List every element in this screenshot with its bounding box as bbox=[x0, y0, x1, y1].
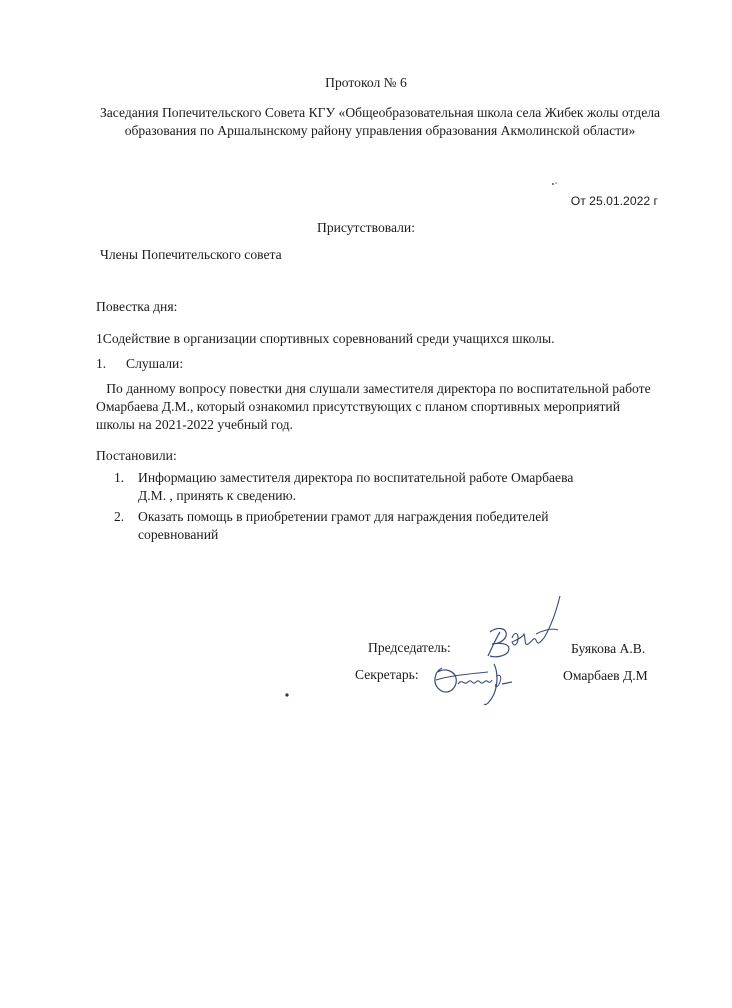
heard-number: 1. bbox=[96, 356, 107, 371]
decision-text: Информацию заместителя директора по воспитательной работе Омарбаева Д.М. , принять к сведению. bbox=[138, 470, 574, 503]
heard-section bbox=[96, 355, 183, 373]
present-label: Присутствовали: bbox=[317, 220, 415, 235]
heard-label: Слушали: bbox=[126, 356, 184, 371]
decisions-list bbox=[114, 469, 574, 547]
members-text: Члены Попечительского совета bbox=[100, 247, 282, 262]
agenda-item: 1Содействие в организации спортивных соревнований среди учащихся школы. bbox=[96, 331, 555, 346]
secretary-label: Секретарь: bbox=[355, 667, 419, 682]
chairman-label: Председатель: bbox=[368, 640, 451, 655]
heard-paragraph bbox=[96, 380, 656, 434]
heard-text: По данному вопросу повестки дня слушали заместителя директора по воспитательной работе Омарбаева Д.М., который ознакомил присутствующих с планом спортивных мероприятий школы на 2021-2022 учебный год. bbox=[96, 381, 651, 432]
decision-number: 2. bbox=[114, 509, 125, 524]
decided-label: Постановили: bbox=[96, 448, 177, 463]
secretary-name: Омарбаев Д.М bbox=[563, 668, 648, 683]
document-subtitle: Заседания Попечительского Совета КГУ «Общеобразовательная школа села Жибек жолы отдела образования по Аршалынскому району управления образования Акмолинской области» bbox=[99, 105, 661, 138]
chairman-name: Буякова А.В. bbox=[571, 641, 646, 656]
scan-speck-icon bbox=[550, 180, 560, 188]
list-item bbox=[114, 508, 574, 544]
document-title: Протокол № 6 bbox=[325, 75, 407, 90]
chairman-signature-icon bbox=[478, 592, 568, 664]
document-date: От 25.01.2022 г bbox=[570, 194, 658, 208]
secretary-signature-icon bbox=[428, 658, 528, 710]
agenda-label: Повестка дня: bbox=[96, 299, 178, 314]
decision-number: 1. bbox=[114, 470, 125, 485]
ink-dot-icon bbox=[284, 692, 290, 698]
decision-text: Оказать помощь в приобретении грамот для награждения победителей соревнований bbox=[138, 509, 549, 542]
list-item bbox=[114, 469, 574, 505]
